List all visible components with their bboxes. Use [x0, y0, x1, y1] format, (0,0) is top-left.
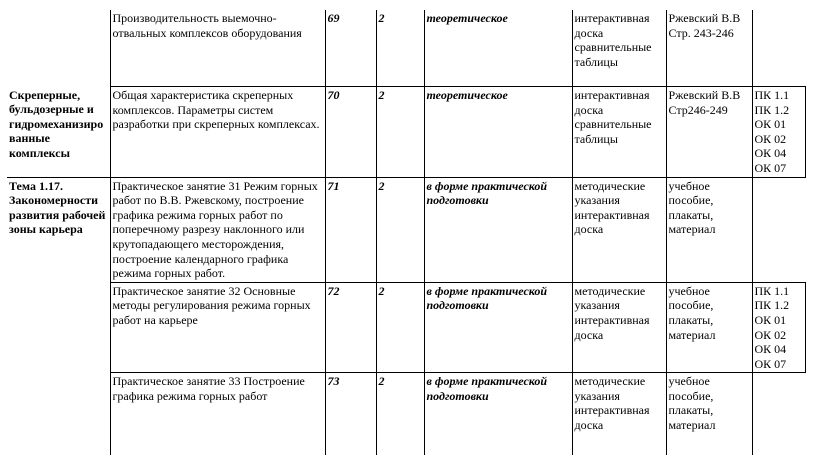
content-cell: Практическое занятие 32 Основные методы регулирования режима горных работ на карьере: [110, 282, 325, 373]
literature-cell: учебное пособие, плакаты, материал: [666, 177, 752, 282]
lesson-number-cell: 70: [325, 87, 376, 178]
competencies-cell: [752, 373, 805, 455]
lesson-plan-table: [7, 10, 806, 455]
lesson-number-cell: 69: [325, 10, 376, 87]
literature-cell: Ржевский В.В Стр246-249: [666, 87, 752, 178]
lesson-type-cell: теоретическое: [424, 87, 572, 178]
table-row: [7, 373, 805, 455]
competencies-cell: [752, 10, 805, 87]
table-row: [7, 177, 805, 282]
hours-cell: 2: [376, 282, 424, 373]
hours-cell: 2: [376, 87, 424, 178]
teaching-aids-cell: интерактивная доска сравнительные таблицы: [572, 10, 666, 87]
lesson-type-cell: теоретическое: [424, 10, 572, 87]
topic-cell: [7, 10, 110, 87]
competencies-cell: [752, 177, 805, 282]
teaching-aids-cell: методические указания интерактивная доска: [572, 282, 666, 373]
literature-cell: Ржевский В.В Стр. 243-246: [666, 10, 752, 87]
content-cell: Общая характеристика скреперных комплексов. Параметры систем разработки при скреперных комплексах.: [110, 87, 325, 178]
topic-cell: Скреперные, бульдозерные и гидромеханизиро ванные комплексы: [7, 87, 110, 178]
lesson-number-cell: 73: [325, 373, 376, 455]
lesson-number-cell: 72: [325, 282, 376, 373]
lesson-type-cell: в форме практической подготовки: [424, 373, 572, 455]
lesson-type-cell: в форме практической подготовки: [424, 177, 572, 282]
content-cell: Практическое занятие 33 Построение графика режима горных работ: [110, 373, 325, 455]
competencies-cell: ПК 1.1 ПК 1.2 ОК 01 ОК 02 ОК 04 ОК 07: [752, 87, 805, 178]
competencies-cell: ПК 1.1 ПК 1.2 ОК 01 ОК 02 ОК 04 ОК 07: [752, 282, 805, 373]
hours-cell: 2: [376, 177, 424, 282]
lesson-number-cell: 71: [325, 177, 376, 282]
content-cell: Производительность выемочно- отвальных комплексов оборудования: [110, 10, 325, 87]
table-row: [7, 10, 805, 87]
teaching-aids-cell: интерактивная доска сравнительные таблицы: [572, 87, 666, 178]
table-row: [7, 87, 805, 178]
teaching-aids-cell: методические указания интерактивная доска: [572, 373, 666, 455]
hours-cell: 2: [376, 10, 424, 87]
literature-cell: учебное пособие, плакаты, материал: [666, 282, 752, 373]
lesson-type-cell: в форме практической подготовки: [424, 282, 572, 373]
table-row: [7, 282, 805, 373]
hours-cell: 2: [376, 373, 424, 455]
teaching-aids-cell: методические указания интерактивная доска: [572, 177, 666, 282]
literature-cell: учебное пособие, плакаты, материал: [666, 373, 752, 455]
content-cell: Практическое занятие 31 Режим горных работ по В.В. Ржевскому, построение графика режима горных работ по поперечному разрезу наклонного или крутопадающего месторождения, построение календарного графика режима горных работ.: [110, 177, 325, 282]
topic-cell: Тема 1.17. Закономерности развития рабочей зоны карьера: [7, 177, 110, 455]
